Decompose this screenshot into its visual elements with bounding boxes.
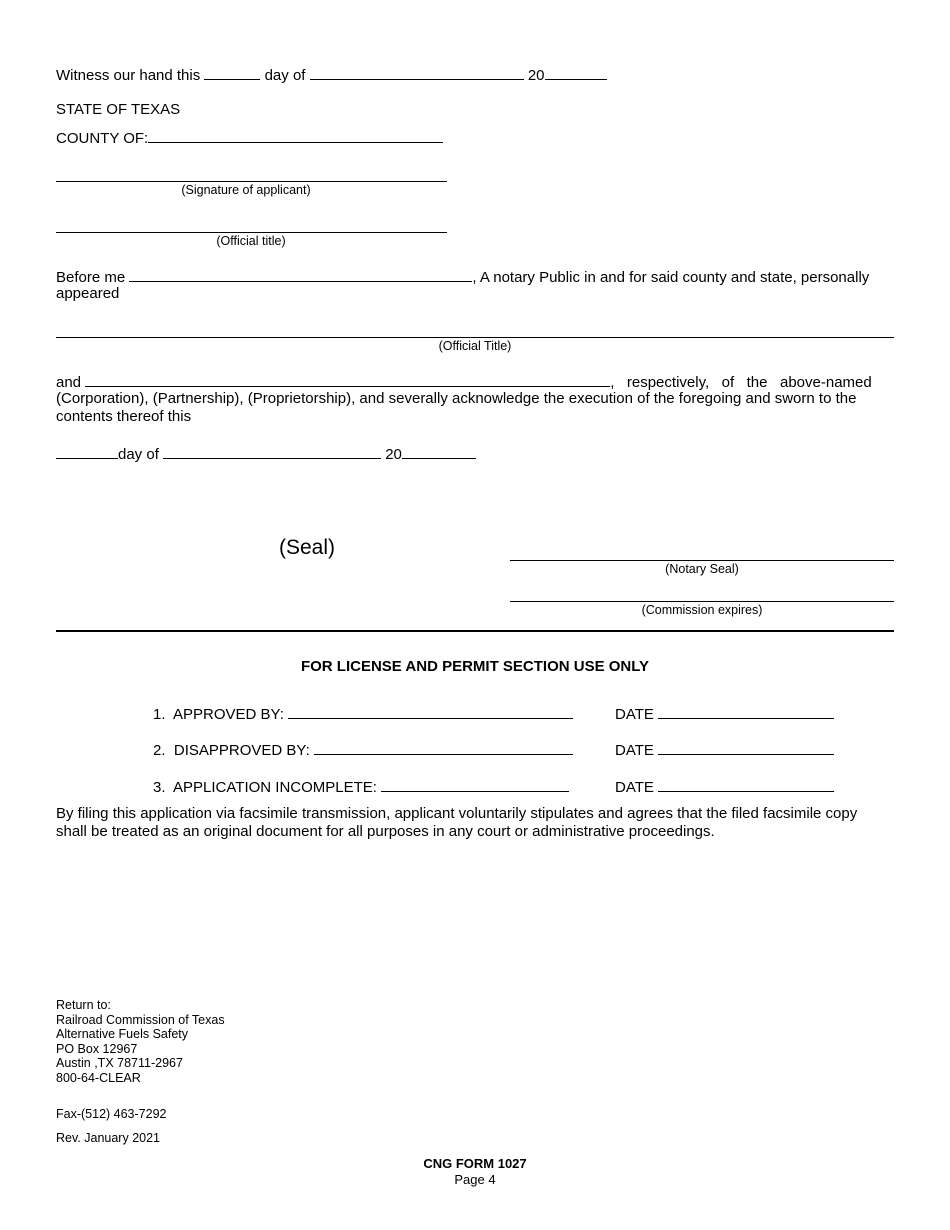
- official-title-wide-caption: (Official Title): [438, 339, 512, 353]
- notary-year-field[interactable]: [402, 444, 476, 459]
- page-number: Page 4: [454, 1172, 496, 1187]
- disapproved-date-row: [615, 740, 834, 760]
- notary-seal-field[interactable]: [510, 560, 894, 561]
- approved-number: 1.: [153, 706, 166, 723]
- approved-row: [153, 704, 573, 724]
- and-name-field[interactable]: [85, 372, 610, 387]
- commission-expires-field[interactable]: [510, 601, 894, 602]
- disapproved-date-label: DATE: [615, 742, 654, 759]
- witness-lead: Witness our hand this: [56, 67, 201, 84]
- return-to-line: Austin ,TX 78711-2967: [56, 1056, 183, 1070]
- return-to-line: Alternative Fuels Safety: [56, 1027, 189, 1041]
- notary-seal-caption: (Notary Seal): [665, 562, 739, 576]
- incomplete-number: 3.: [153, 779, 166, 796]
- and-line: [56, 372, 894, 392]
- notary-day-field[interactable]: [56, 444, 118, 459]
- incomplete-label: APPLICATION INCOMPLETE:: [173, 779, 377, 796]
- return-to-line: Railroad Commission of Texas: [56, 1012, 225, 1027]
- disapproved-by-field[interactable]: [314, 740, 573, 755]
- witness-month-field[interactable]: [310, 65, 524, 80]
- incomplete-row: [153, 777, 569, 797]
- form-name: CNG FORM 1027: [423, 1156, 527, 1171]
- notary-month-field[interactable]: [163, 444, 381, 459]
- before-me-line: [56, 267, 894, 287]
- applicant-signature-field[interactable]: [56, 181, 447, 182]
- section-divider: [56, 630, 894, 632]
- acknowledge-line-2: (Corporation), (Partnership), (Proprietorship), and severally acknowledge the execution of the foregoing and sworn to the: [56, 390, 857, 407]
- office-use-heading: FOR LICENSE AND PERMIT SECTION USE ONLY: [300, 658, 650, 675]
- commission-expires-caption: (Commission expires): [641, 603, 763, 617]
- disapproved-row: [153, 740, 573, 760]
- witness-day-field[interactable]: [204, 65, 260, 80]
- approved-date-field[interactable]: [658, 704, 834, 719]
- state-label: STATE OF TEXAS: [56, 101, 181, 118]
- official-title-caption: (Official title): [216, 234, 286, 248]
- return-to-block: [56, 998, 225, 1085]
- county-line: [56, 128, 443, 148]
- return-to-line: PO Box 12967: [56, 1041, 138, 1056]
- incomplete-field[interactable]: [381, 777, 569, 792]
- applicant-signature-caption: (Signature of applicant): [181, 183, 311, 197]
- incomplete-date-row: [615, 777, 834, 797]
- acknowledge-line-3: contents thereof this: [56, 408, 192, 425]
- respectively-text: , respectively, of the above-named: [610, 374, 872, 391]
- and-label: and: [56, 374, 82, 391]
- disapproved-label: DISAPPROVED BY:: [173, 742, 310, 759]
- notary-date-line: [56, 444, 476, 464]
- notary-year-prefix: 20: [385, 446, 402, 463]
- county-field[interactable]: [148, 128, 443, 143]
- return-to-label: Return to:: [56, 998, 111, 1012]
- county-label: COUNTY OF:: [56, 130, 149, 147]
- incomplete-date-field[interactable]: [658, 777, 834, 792]
- appeared-text: appeared: [56, 285, 120, 302]
- witness-year-prefix: 20: [527, 67, 545, 84]
- approved-by-field[interactable]: [288, 704, 573, 719]
- return-to-line: 800-64-CLEAR: [56, 1070, 141, 1085]
- official-title-wide-field[interactable]: [56, 337, 894, 338]
- witness-year-field[interactable]: [545, 65, 607, 80]
- incomplete-date-label: DATE: [615, 779, 654, 796]
- before-me-label: Before me: [56, 269, 126, 286]
- witness-day-of: day of: [264, 67, 306, 84]
- disapproved-number: 2.: [153, 742, 166, 759]
- fax-number: Fax-(512) 463-7292: [56, 1107, 167, 1121]
- revision-date: Rev. January 2021: [56, 1131, 160, 1145]
- disapproved-date-field[interactable]: [658, 740, 834, 755]
- notary-name-field[interactable]: [129, 267, 472, 282]
- seal-label: (Seal): [279, 536, 336, 559]
- official-title-field[interactable]: [56, 232, 447, 233]
- facsimile-disclaimer-line-2: shall be treated as an original document for all purposes in any court or administrative proceedings.: [56, 823, 715, 840]
- notary-day-of: day of: [118, 446, 159, 463]
- approved-date-label: DATE: [615, 706, 654, 723]
- facsimile-disclaimer-line-1: By filing this application via facsimile transmission, applicant voluntarily stipulates and agrees that the filed facsimile copy: [56, 805, 858, 822]
- witness-line: [56, 65, 607, 85]
- notary-text: , A notary Public in and for said county and state, personally: [472, 269, 870, 286]
- approved-label: APPROVED BY:: [173, 706, 284, 723]
- approved-date-row: [615, 704, 834, 724]
